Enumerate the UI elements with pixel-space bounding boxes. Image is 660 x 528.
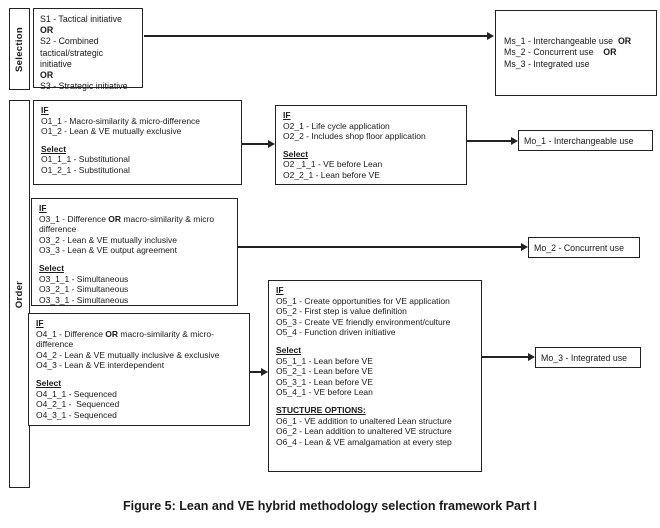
selection-strategies-box bbox=[495, 10, 657, 96]
diagram-text-line: O5_1 - Create opportunities for VE application bbox=[276, 295, 450, 306]
diagram-text-line: IF bbox=[276, 285, 284, 295]
arrow-initiatives-to-strategies bbox=[144, 35, 487, 37]
mode-box-mo2-label: Mo_2 - Concurrent use bbox=[534, 242, 624, 253]
diagram-text-line: O6_2 - Lean addition to unaltered VE structure bbox=[276, 426, 452, 437]
diagram-text-line: Select bbox=[41, 143, 67, 154]
diagram-text-line: O3_1 - Difference OR macro-similarity & micro difference bbox=[39, 213, 217, 235]
arrow-o1-to-o2 bbox=[242, 143, 268, 145]
selection-section-label: Selection bbox=[14, 26, 25, 72]
diagram-text-line: Select bbox=[36, 377, 62, 388]
diagram-text-line: S2 - Combined tactical/strategic initiative bbox=[40, 36, 106, 69]
diagram-text-line: O5_2_1 - Lean before VE bbox=[276, 366, 373, 377]
diagram-text-line: Ms_3 - Integrated use bbox=[504, 58, 590, 69]
diagram-text-line: STUCTURE OPTIONS: bbox=[276, 404, 366, 415]
if-box-o2 bbox=[275, 105, 467, 185]
mode-box-mo3 bbox=[535, 347, 641, 368]
diagram-text-line: O3_3_1 - Simultaneous bbox=[39, 294, 129, 305]
diagram-text-line: O2_1 - Life cycle application bbox=[283, 120, 390, 131]
diagram-text-line: O4_3 - Lean & VE interdependent bbox=[36, 360, 165, 371]
mode-box-mo1 bbox=[518, 130, 653, 151]
mode-box-mo2 bbox=[528, 237, 640, 258]
diagram-text-line: IF bbox=[39, 203, 47, 213]
diagram-text-line: O4_1_1 - Sequenced bbox=[36, 388, 117, 399]
diagram-text-line: O5_3_1 - Lean before VE bbox=[276, 376, 373, 387]
diagram-text-line: O4_3_1 - Sequenced bbox=[36, 409, 117, 420]
diagram-text-line: O5_3 - Create VE friendly environment/culture bbox=[276, 316, 451, 327]
arrow-o5-to-mo3 bbox=[482, 356, 528, 358]
diagram-text-line: O3_2 - Lean & VE mutually inclusive bbox=[39, 234, 177, 245]
arrow-o3-to-mo2 bbox=[238, 246, 521, 248]
diagram-text-line: Select bbox=[283, 148, 309, 159]
diagram-text-line: O6_4 - Lean & VE amalgamation at every step bbox=[276, 436, 452, 447]
if-box-o5 bbox=[268, 280, 482, 472]
mode-box-mo3-label: Mo_3 - Integrated use bbox=[541, 352, 628, 363]
diagram-text-line: O6_1 - VE addition to unaltered Lean structure bbox=[276, 415, 452, 426]
diagram-text-line: O1_1_1 - Substitutional bbox=[41, 154, 130, 165]
diagram-text-line: IF bbox=[41, 105, 49, 115]
diagram-text-line: O3_3 - Lean & VE output agreement bbox=[39, 245, 177, 256]
order-section-label-box bbox=[9, 100, 30, 488]
diagram-text-line: OR bbox=[40, 70, 54, 81]
if-box-o1 bbox=[33, 100, 242, 185]
arrow-o2-to-mo1 bbox=[467, 140, 511, 142]
diagram-text-line: IF bbox=[36, 318, 44, 328]
diagram-text-line: S1 - Tactical initiative bbox=[40, 14, 122, 24]
if-box-o4 bbox=[28, 313, 250, 426]
diagram-text-line: O2 _1_1 - VE before Lean bbox=[283, 159, 383, 170]
order-section-label: Order bbox=[14, 280, 25, 308]
diagram-text-line: Select bbox=[39, 262, 65, 273]
diagram-text-line: O2_2 - Includes shop floor application bbox=[283, 131, 426, 142]
diagram-text-line: S3 - Strategic initiative bbox=[40, 81, 128, 92]
diagram-text-line bbox=[39, 256, 230, 263]
diagram-text-line: OR bbox=[40, 25, 54, 36]
mode-box-mo1-label: Mo_1 - Interchangeable use bbox=[524, 135, 634, 146]
diagram-text-line: O3_2_1 - Simultaneous bbox=[39, 284, 129, 295]
diagram-text-line: O4_2_1 - Sequenced bbox=[36, 399, 120, 410]
diagram-text-line bbox=[41, 137, 234, 144]
diagram-text-line: O4_2 - Lean & VE mutually inclusive & exclusive bbox=[36, 349, 220, 360]
diagram-text-line bbox=[283, 142, 459, 149]
diagram-text-line: O1_1 - Macro-similarity & micro-difference bbox=[41, 115, 201, 126]
diagram-text-line bbox=[276, 338, 474, 345]
diagram-text-line: Ms_2 - Concurrent use OR bbox=[504, 47, 617, 58]
figure-caption: Figure 5: Lean and VE hybrid methodology selection framework Part I bbox=[123, 499, 537, 513]
diagram-text-line: Select bbox=[276, 344, 302, 355]
diagram-text-line: O4_1 - Difference OR macro-similarity & micro-difference bbox=[36, 328, 214, 350]
diagram-text-line: O3_1_1 - Simultaneous bbox=[39, 273, 129, 284]
initiative-options-box bbox=[33, 8, 143, 92]
selection-section-label-box bbox=[9, 8, 30, 90]
diagram-text-line: O1_2 - Lean & VE mutually exclusive bbox=[41, 126, 182, 137]
diagram-text-line bbox=[36, 371, 242, 378]
diagram-text-line: O5_2 - First step is value definition bbox=[276, 306, 407, 317]
diagram-text-line: O5_1_1 - Lean before VE bbox=[276, 355, 373, 366]
diagram-text-line: O5_4 - Function driven initiative bbox=[276, 327, 396, 338]
diagram-text-line: IF bbox=[283, 110, 291, 120]
diagram-text-line: O2_2_1 - Lean before VE bbox=[283, 169, 380, 180]
diagram-text-line: Ms_1 - Interchangeable use OR bbox=[504, 35, 632, 46]
arrow-o4-to-o5 bbox=[250, 371, 261, 373]
diagram-text-line: O5_4_1 - VE before Lean bbox=[276, 387, 373, 398]
diagram-text-line bbox=[276, 398, 474, 405]
if-box-o3 bbox=[31, 198, 238, 306]
diagram-text-line: O1_2_1 - Substitutional bbox=[41, 164, 130, 175]
